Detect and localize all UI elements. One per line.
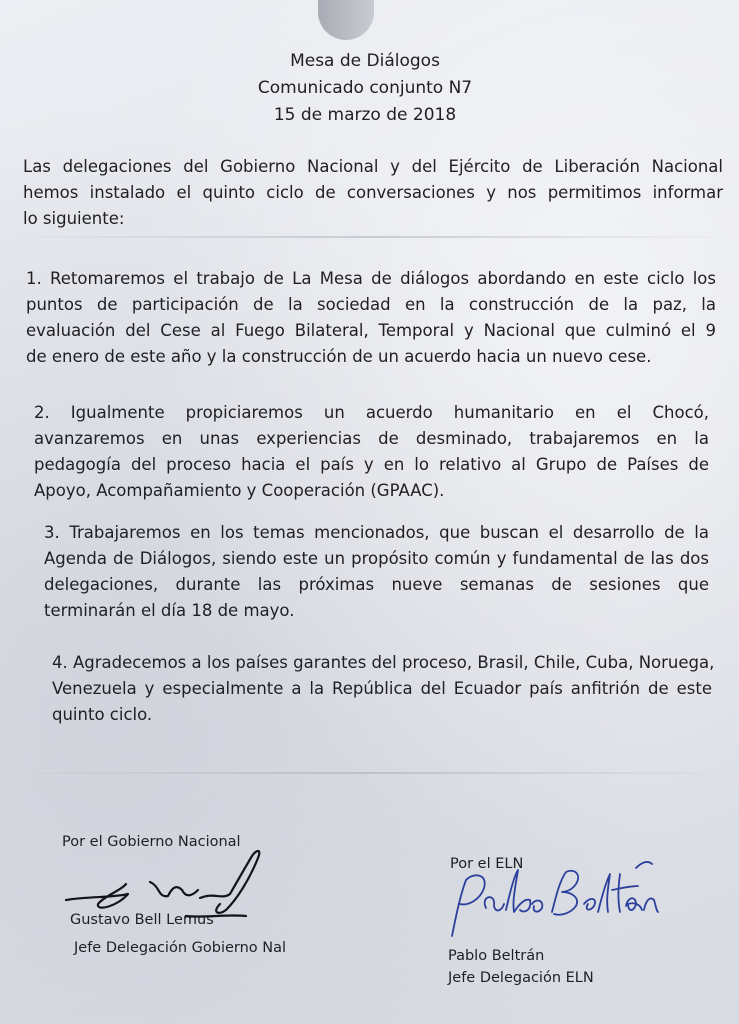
point-line: Venezuela y especialmente a la República del Ecuador país anfitrión de este [52, 679, 712, 698]
government-signature-label: Por el Gobierno Nacional [62, 834, 241, 850]
point-line: terminarán el día 18 de mayo. [44, 601, 295, 620]
header-date: 15 de marzo de 2018 [273, 105, 457, 125]
paper-fold-shadow [318, 0, 374, 40]
point-3-paragraph [44, 520, 709, 624]
point-line: puntos de participación de la sociedad en la construcción de la paz, la [26, 295, 716, 314]
point-line: evaluación del Cese al Fuego Bilateral, Temporal y Nacional que culminó el 9 [26, 321, 716, 340]
point-4-paragraph [52, 650, 715, 728]
intro-line: lo siguiente: [23, 209, 125, 228]
eln-signature-label: Por el ELN [450, 856, 524, 872]
eln-signatory-name: Pablo Beltrán [448, 948, 545, 964]
point-line: delegaciones, durante las próximas nueve semanas de sesiones que [44, 575, 709, 594]
eln-handwritten-signature [452, 862, 658, 936]
point-line: 2. Igualmente propiciaremos un acuerdo humanitario en el Chocó, [34, 403, 709, 422]
point-line: de enero de este año y la construcción de un acuerdo hacia un nuevo cese. [26, 347, 652, 366]
document-header [200, 48, 530, 129]
point-2-paragraph [34, 400, 709, 504]
point-1-paragraph [26, 266, 716, 370]
point-line: 1. Retomaremos el trabajo de La Mesa de diálogos abordando en este ciclo los [26, 269, 716, 288]
government-signatory-name: Gustavo Bell Lemus [70, 912, 214, 928]
point-line: 4. Agradecemos a los países garantes del proceso, Brasil, Chile, Cuba, Noruega, [52, 653, 715, 672]
point-line: avanzaremos en unas experiencias de desminado, trabajaremos en la [34, 429, 709, 448]
point-line: Apoyo, Acompañamiento y Cooperación (GPAAC). [34, 481, 445, 500]
intro-line: Las delegaciones del Gobierno Nacional y del Ejército de Liberación Nacional [23, 157, 723, 176]
point-line: Agenda de Diálogos, siendo este un propósito común y fundamental de las dos [44, 549, 709, 568]
paper-crease [0, 772, 739, 774]
point-line: pedagogía del proceso hacia el país y en lo relativo al Grupo de Países de [34, 455, 709, 474]
paper-crease [0, 236, 739, 238]
government-handwritten-signature [66, 851, 259, 917]
eln-signatory-title: Jefe Delegación ELN [448, 970, 594, 986]
header-title: Mesa de Diálogos [290, 51, 440, 71]
header-subtitle: Comunicado conjunto N7 [257, 78, 473, 98]
intro-paragraph [23, 154, 723, 232]
government-signatory-title: Jefe Delegación Gobierno Nal [74, 940, 287, 956]
intro-line: hemos instalado el quinto ciclo de conversaciones y nos permitimos informar [23, 183, 723, 202]
point-line: 3. Trabajaremos en los temas mencionados, que buscan el desarrollo de la [44, 523, 709, 542]
point-line: quinto ciclo. [52, 705, 153, 724]
